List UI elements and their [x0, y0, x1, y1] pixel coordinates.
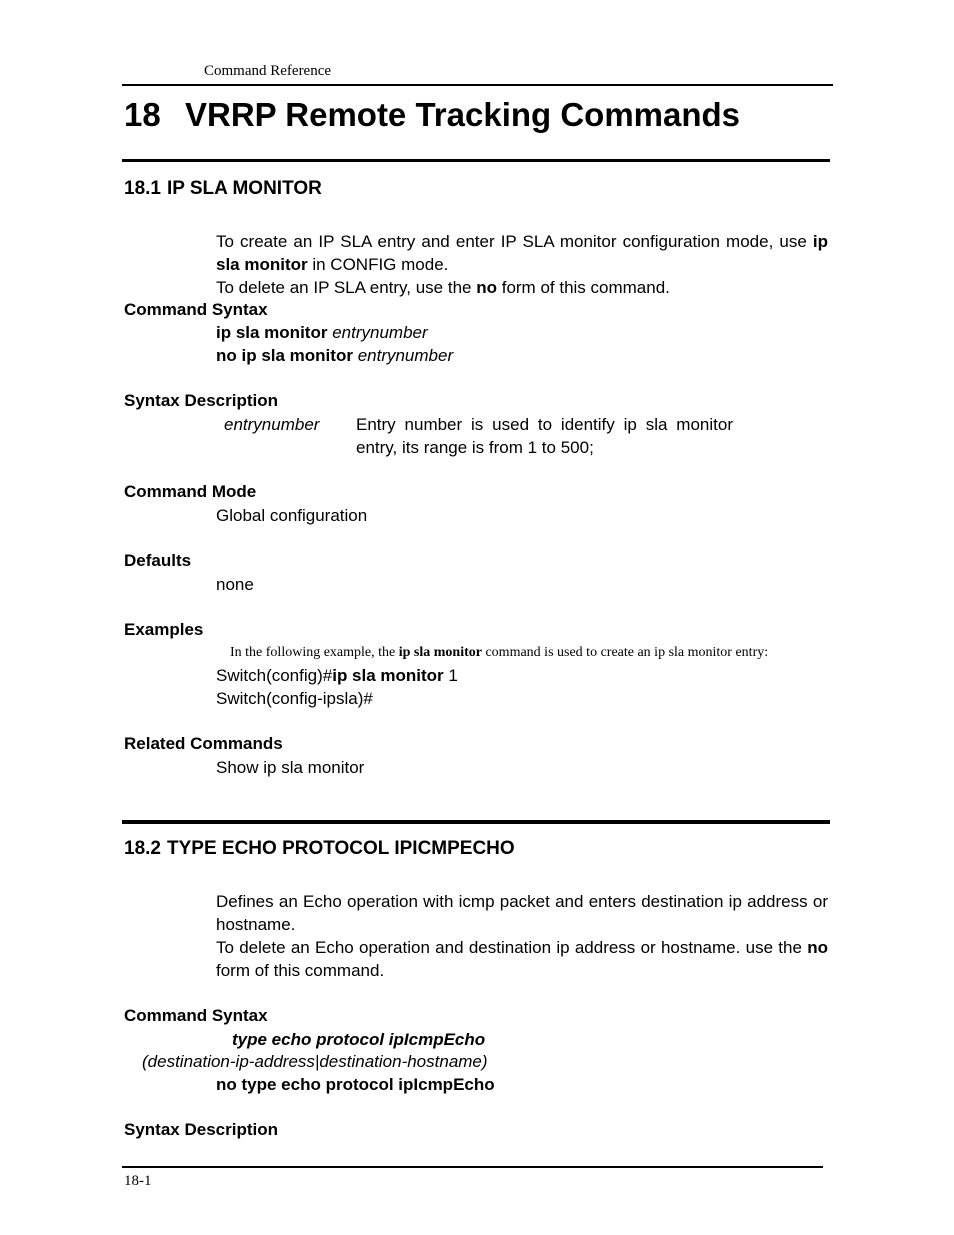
argument: entrynumber: [332, 323, 428, 342]
section-1-related-commands-heading: Related Commands: [124, 734, 283, 753]
command-name: ip sla monitor: [398, 645, 482, 660]
section-2-syntax-line-1: [232, 1028, 485, 1051]
keyword-no: no: [807, 938, 828, 957]
section-rule: [122, 820, 830, 824]
text-run: form of this command.: [216, 961, 385, 980]
section-1-defaults-heading: Defaults: [124, 551, 192, 570]
chapter-number: 18: [124, 96, 161, 133]
argument: entrynumber: [357, 346, 454, 365]
argument: 1: [443, 666, 458, 685]
section-1-number: 18.1: [124, 178, 161, 199]
example-line-1: [216, 664, 458, 687]
example-line-2: Switch(config-ipsla)#: [216, 689, 373, 708]
section-2-title-text: TYPE ECHO PROTOCOL IPICMPECHO: [167, 838, 515, 859]
prompt: Switch(config)#: [216, 666, 333, 685]
syntax-param-entrynumber: [224, 413, 319, 436]
command-name: ip sla monitor: [332, 666, 444, 685]
text-run: in CONFIG mode.: [307, 255, 449, 274]
section-2-intro-p2: [216, 936, 828, 982]
keyword-no: no: [476, 278, 497, 297]
syntax-param-desc-line-1: Entry number is used to identify ip sla monitor: [356, 415, 733, 434]
chapter-rule: [122, 159, 830, 162]
section-1-syntax-line-1: [216, 321, 428, 344]
running-header: Command Reference: [204, 63, 332, 79]
section-1-intro-p2: [216, 276, 670, 299]
footer-rule: [122, 1166, 823, 1168]
page-number: 18-1: [124, 1173, 152, 1189]
text-run: To delete an Echo operation and destination ip address or hostname. use the: [216, 938, 808, 957]
section-1-command-mode-value: Global configuration: [216, 506, 368, 525]
section-1-command-mode-heading: Command Mode: [124, 482, 257, 501]
section-1-title: [124, 178, 322, 200]
command-name: ip sla monitor: [216, 232, 828, 274]
command-name: type echo protocol ipIcmpEcho: [232, 1030, 486, 1049]
section-2-syntax-line-2: [142, 1050, 488, 1073]
text-run: To create an IP SLA entry and enter IP SLA monitor configuration mode, use: [216, 232, 813, 251]
section-1-defaults-value: none: [216, 575, 254, 594]
section-1-related-commands-value: Show ip sla monitor: [216, 758, 365, 777]
section-1-syntax-description-heading: Syntax Description: [124, 391, 278, 410]
section-2-number: 18.2: [124, 838, 161, 859]
text-run: form of this command.: [497, 278, 670, 297]
argument: (destination-ip-address|destination-hostname): [142, 1052, 488, 1071]
command-name: ip sla monitor: [216, 323, 328, 342]
command-name: no ip sla monitor: [216, 346, 353, 365]
section-1-intro-p1: [216, 230, 828, 276]
section-1-syntax-line-2: [216, 344, 453, 367]
header-rule: [122, 84, 833, 86]
text-run: To delete an IP SLA entry, use the: [216, 278, 477, 297]
section-2-title: [124, 838, 515, 860]
section-1-examples-heading: Examples: [124, 620, 204, 639]
section-2-syntax-description-heading: Syntax Description: [124, 1120, 278, 1139]
section-1-title-text: IP SLA MONITOR: [167, 178, 322, 199]
param-name: entrynumber: [224, 415, 320, 434]
chapter-title: [124, 96, 740, 134]
section-2-command-syntax-heading: Command Syntax: [124, 1006, 268, 1025]
text-run: command is used to create an ip sla monitor entry:: [481, 645, 769, 660]
section-1-command-syntax-heading: Command Syntax: [124, 300, 268, 319]
command-name: no type echo protocol ipIcmpEcho: [216, 1075, 495, 1094]
syntax-param-desc-line-2: entry, its range is from 1 to 500;: [356, 438, 594, 457]
section-2-intro-p1: Defines an Echo operation with icmp packet and enters destination ip address or hostname.: [216, 892, 828, 934]
chapter-title-text: VRRP Remote Tracking Commands: [185, 96, 741, 133]
text-run: In the following example, the: [230, 645, 399, 660]
example-intro: [230, 645, 768, 661]
section-2-syntax-line-3: [216, 1073, 495, 1096]
